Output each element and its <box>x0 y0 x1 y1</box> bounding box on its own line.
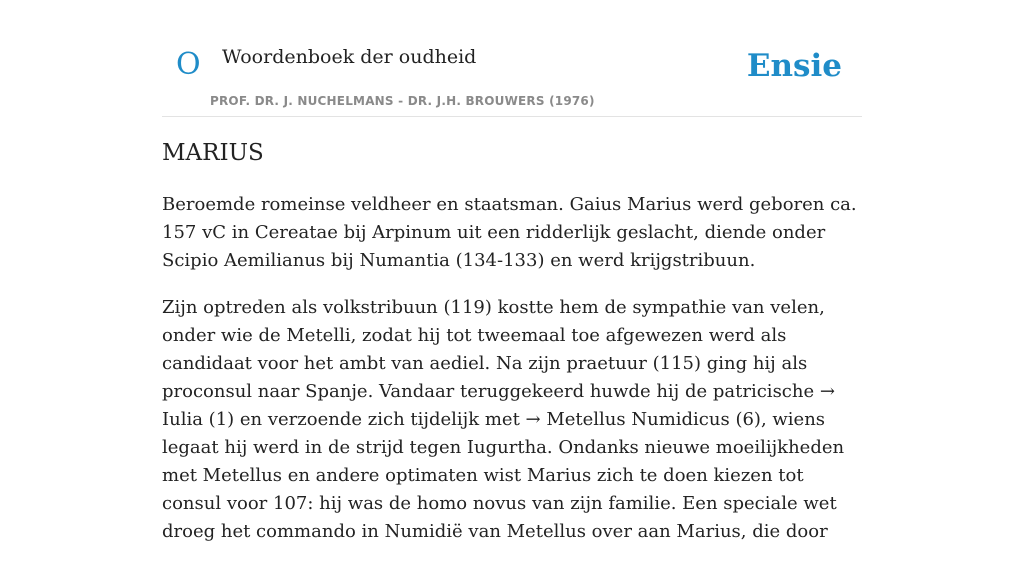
header <box>162 0 862 117</box>
entry-title: MARIUS <box>162 140 264 166</box>
book-authors: PROF. DR. J. NUCHELMANS - DR. J.H. BROUWERS (1976) <box>210 94 595 108</box>
entry-paragraph: Zijn optreden als volkstribuun (119) kostte hem de sympathie van velen, onder wie de Metelli, zodat hij tot tweemaal toe afgewezen werd als candidaat voor het ambt van aediel. Na zijn praetuur (115) ging hij als proconsul naar Spanje. Vandaar teruggekeerd huwde hij de patricische → Iulia (1) en verzoende zich tijdelijk met → Metellus Numidicus (6), wiens legaat hij werd in de strijd tegen Iugurtha. Ondanks nieuwe moeilijkheden met Metellus en andere optimaten wist Marius zich te doen kiezen tot consul voor 107: hij was de homo novus van zijn familie. Een speciale wet droeg het commando in Numidië van Metellus over aan Marius, die door <box>162 297 845 542</box>
entry-content <box>162 191 862 565</box>
entry-paragraph: Beroemde romeinse veldheer en staatsman. Gaius Marius werd geboren ca. 157 vC in Cereatae bij Arpinum uit een ridderlijk geslacht, diende onder Scipio Aemilianus bij Numantia (134-133) en werd krijgstribuun. <box>162 194 857 271</box>
section-letter[interactable]: O <box>176 47 201 82</box>
brand-logo[interactable]: Ensie <box>746 48 842 84</box>
book-title[interactable]: Woordenboek der oudheid <box>222 46 477 68</box>
